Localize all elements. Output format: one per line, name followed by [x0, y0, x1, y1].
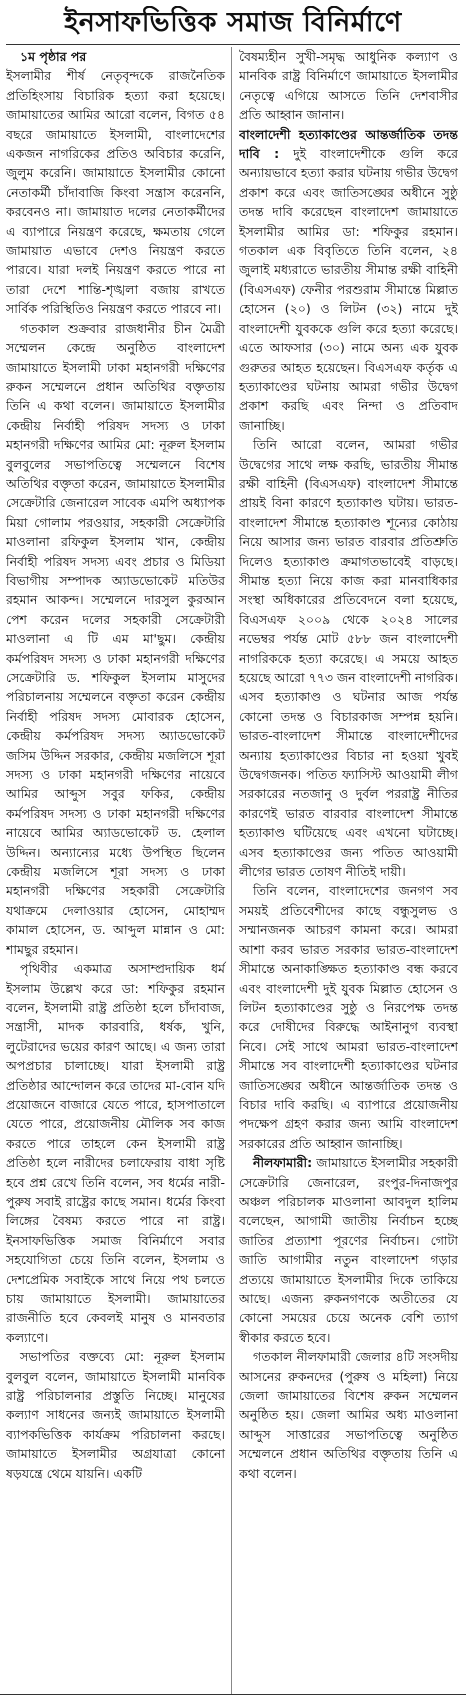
column-divider: [231, 47, 232, 1697]
left-paragraph-2: গতকাল শুক্রবার রাজধানীর চীন মৈত্রী সম্মেলন কেন্দ্রে অনুষ্ঠিত বাংলাদেশ জামায়াতে ইসলামী ঢাকা মহানগরী দক্ষিণের রুকন সম্মেলনে প্রধান অতিথির বক্তৃতায় তিনি এ কথা বলেন। জামায়াতে ইসলামীর কেন্দ্রীয় নির্বাহী পরিষদ সদস্য ও ঢাকা মহানগরী দক্ষিণের আমির মো: নূরুল ইসলাম বুলবুলের সভাপতিত্বে সম্মেলনে বিশেষ অতিথির বক্তৃতা করেন, জামায়াতে ইসলামীর সেক্রেটারি জেনারেল সাবেক এমপি অধ্যাপক মিয়া গোলাম পরওয়ার, সহকারী সেক্রেটারি মাওলানা রফিকুল ইসলাম খান, কেন্দ্রীয় নির্বাহী পরিষদ সদস্য এবং প্রচার ও মিডিয়া বিভাগীয় সম্পাদক অ্যাডভোকেট মতিউর রহমান আকন্দ। সম্মেলনে দারসুল কুরআন পেশ করেন দলের সহকারী সেক্রেটারী মাওলানা এ টি এম মা'ছুম। কেন্দ্রীয় কর্মপরিষদ সদস্য ও ঢাকা মহানগরী দক্ষিণের সেক্রেটারি ড. শফিকুল ইসলাম মাসুদের পরিচালনায় সম্মেলনে বক্তৃতা করেন কেন্দ্রীয় নির্বাহী পরিষদ সদস্য মোবারক হোসেন, কেন্দ্রীয় কর্মপরিষদ সদস্য অ্যাডভোকেট জসিম উদ্দিন সরকার, কেন্দ্রীয় মজলিসে শূরা সদস্য ও ঢাকা মহানগরী দক্ষিণের নায়েবে আমির আব্দুস সবুর ফকির, কেন্দ্রীয় কর্মপরিষদ সদস্য ও ঢাকা মহানগরী দক্ষিণের নায়েবে আমির অ্যাডভোকেট ড. হেলাল উদ্দিন। অন্যান্যের মধ্যে উপস্থিত ছিলেন কেন্দ্রীয় মজলিসে শূরা সদস্য ও ঢাকা মহানগরী দক্ষিণের সহকারী সেক্রেটারি যথাক্রমে দেলাওয়ার হোসেন, মোহাম্মদ কামাল হোসেন, ড. আব্দুল মান্নান ও মো: শামছুর রহমান।: [6, 320, 225, 957]
right-paragraph-4: তিনি বলেন, বাংলাদেশের জনগণ সব সময়ই প্রতিবেশীদের কাছে বন্ধুসুলভ ও সম্মানজনক আচরণ কামনা করে। আমরা আশা করব ভারত সরকার ভারত-বাংলাদেশ সীমান্তে অনাকাঙ্ক্ষিত হত্যাকাণ্ড বন্ধ করবে এবং বাংলাদেশী দুই যুবক মিল্লাত হোসেন ও লিটন হত্যাকাণ্ডের সুষ্ঠু ও নিরপেক্ষ তদন্ত করে দোষীদের বিরুদ্ধে আইনানুগ ব্যবস্থা নিবে। সেই সাথে আমরা ভারত-বাংলাদেশ সীমান্তে সব বাংলাদেশী হত্যাকাণ্ডের ঘটনার জাতিসঙ্ঘের অধীনে আন্তর্জাতিক তদন্ত ও বিচার দাবি করছি। এ ব্যাপারে প্রয়োজনীয় পদক্ষেপ গ্রহণ করার জন্য আমি বাংলাদেশ সরকারের প্রতি আহ্বান জানাচ্ছি।: [239, 883, 458, 1151]
article-headline: ইনসাফভিত্তিক সমাজ বিনির্মাণে: [64, 7, 402, 38]
continued-from-label: ১ম পৃষ্ঠার পর: [20, 49, 87, 64]
subheading-text: বাংলাদেশী হত্যাকাণ্ডের আন্তর্জাতিক তদন্ত দাবি :: [239, 126, 458, 162]
nilphamari-lead: নীলফামারী:: [253, 1155, 313, 1171]
right-paragraph-1: বৈষম্যহীন সুখী-সমৃদ্ধ আধুনিক কল্যাণ ও মানবিক রাষ্ট্র বিনির্মাণে জামায়াতে ইসলামীর নেতৃত্বে এগিয়ে আসতে তিনি দেশবাসীর প্রতি আহ্বান জানান।: [239, 49, 458, 123]
right-paragraph-2: দুই বাংলাদেশীকে গুলি করে অন্যায়ভাবে হত্যা করার ঘটনায় গভীর উদ্বেগ প্রকাশ করে এবং জাতিসঙ্ঘের অধীনে সুষ্ঠু তদন্ত দাবি করেছেন বাংলাদেশ জামায়াতে ইসলামীর আমির ডা: শফিকুর রহমান। গতকাল এক বিবৃতিতে তিনি বলেন, ২৪ জুলাই মধ্যরাতে ভারতীয় সীমান্ত রক্ষী বাহিনী (বিএসএফ) ফেনীর পরশুরাম সীমান্তে মিল্লাত হোসেন (২০) ও লিটন (৩২) নামে দুই বাংলাদেশী যুবককে গুলি করে হত্যা করেছে। এতে আফসার (৩০) নামে অন্য এক যুবক গুরুতর আহত হয়েছেন। বিএসএফ কর্তৃক এ হত্যাকাণ্ডের ঘটনায় আমরা গভীর উদ্বেগ প্রকাশ করছি এবং নিন্দা ও প্রতিবাদ জানাচ্ছি।: [239, 146, 458, 433]
right-paragraph-6: গতকাল নীলফামারী জেলার ৪টি সংসদীয় আসনের রুকনদের (পুরুষ ও মহিলা) নিয়ে জেলা জামায়াতের বিশেষ রুকন সম্মেলন অনুষ্ঠিত হয়। জেলা আমির অধ্য মাওলানা আব্দুস সাত্তারের সভাপতিত্বে অনুষ্ঠিত সম্মেলনে প্রধান অতিথির বক্তৃতায় তিনি এ কথা বলেন।: [239, 1349, 458, 1481]
article-columns: [6, 47, 460, 1697]
left-paragraph-3: পৃথিবীর একমাত্র অসাম্প্রদায়িক ধর্ম ইসলাম উল্লেখ করে ডা: শফিকুর রহমান বলেন, ইসলামী রাষ্ট্র প্রতিষ্ঠা হলে চাঁদাবাজ, সন্ত্রাসী, মাদক কারবারি, ধর্ষক, খুনি, লুটেরাদের ভয়ের কারণ আছে। এ জন্য তারা অপপ্রচার চালাচ্ছে। যারা ইসলামী রাষ্ট্র প্রতিষ্ঠার আন্দোলন করে তাদের মা-বোন যদি প্রয়োজনে বাজারে যেতে পারে, হাসপাতালে যেতে পারে, প্রয়োজনীয় মৌলিক সব কাজ করতে পারে তাহলে কেন ইসলামী রাষ্ট্র প্রতিষ্ঠা হলে নারীদের চলাফেরায় বাধা সৃষ্টি হবে প্রশ্ন রেখে তিনি বলেন, সব ধর্মের নারী-পুরুষ সবাই রাষ্ট্রের কাছে সমান। ধর্মের কিংবা লিঙ্গের বৈষম্য করতে পারে না রাষ্ট্র। ইনসাফভিত্তিক সমাজ বিনির্মাণে সবার সহযোগিতা চেয়ে তিনি বলেন, ইসলাম ও দেশপ্রেমিক সবাইকে সাথে নিয়ে পথ চলতে চায় জামায়াতে ইসলামী। জামায়াতের রাজনীতি হবে কেবলই মানুষ ও মানবতার কল্যাণে।: [6, 961, 225, 1345]
right-column: [239, 47, 458, 1697]
left-column: [6, 47, 231, 1697]
right-subheading-investigation: [239, 125, 458, 436]
nilphamari-body: জামায়াতে ইসলামীর সহকারী সেক্রেটারি জেনারেল, রংপুর-দিনাজপুর অঞ্চল পরিচালক মাওলানা আবদুল হালিম বলেছেন, আগামী জাতীয় নির্বাচন হচ্ছে জাতির প্রত্যাশা পূরণের নির্বাচন। গোটা জাতি আগামীর নতুন বাংলাদেশ গড়ার প্রত্যয়ে জামায়াতে ইসলামীর দিকে তাকিয়ে আছে। এজন্য রুকনগণকে অতীতের যে কোনো সময়ের চেয়ে অনেক বেশি ত্যাগ স্বীকার করতে হবে।: [239, 1155, 458, 1345]
headline-rule: [6, 44, 460, 45]
page-bottom-rule: [0, 1694, 466, 1703]
right-paragraph-5: [239, 1153, 458, 1347]
left-paragraph-4: সভাপতির বক্তব্যে মো: নূরুল ইসলাম বুলবুল বলেন, জামায়াতে ইসলামী মানবিক রাষ্ট্র পরিচালনার প্রস্তুতি নিচ্ছে। মানুষের কল্যাণ সাধনের জন্যই জামায়াতে ইসলামী ব্যাপকভিত্তিক কার্যক্রম পরিচালনা করছে। জামায়াতে ইসলামীর অগ্রযাত্রা কোনো ষড়যন্ত্রে থেমে যায়নি। একটি: [6, 1349, 225, 1481]
right-paragraph-3: তিনি আরো বলেন, আমরা গভীর উদ্বেগের সাথে লক্ষ করছি, ভারতীয় সীমান্ত রক্ষী বাহিনী (বিএসএফ) বাংলাদেশ সীমান্তে প্রায়ই বিনা কারণে হত্যাকাণ্ড ঘটায়। ভারত-বাংলাদেশ সীমান্তে হত্যাকাণ্ড শূন্যের কোঠায় নিয়ে আসার জন্য ভারত বারবার প্রতিশ্রুতি দিলেও হত্যাকাণ্ড ক্রমাগতভাবেই বাড়ছে। সীমান্ত হত্যা নিয়ে কাজ করা মানবাধিকার সংস্থা অধিকারের প্রতিবেদনে বলা হয়েছে, বিএসএফ ২০০৯ থেকে ২০২৪ সালের নভেম্বর পর্যন্ত মোট ৫৮৮ জন বাংলাদেশী নাগরিককে হত্যা করেছে। এ সময়ে আহত হয়েছে আরো ৭৭৩ জন বাংলাদেশী নাগরিক। এসব হত্যাকাণ্ড ও ঘটনার আজ পর্যন্ত কোনো তদন্ত ও বিচারকাজ সম্পন্ন হয়নি। ভারত-বাংলাদেশ সীমান্তে বাংলাদেশীদের অন্যায় হত্যাকাণ্ডের বিচার না হওয়া খুবই উদ্বেগজনক। পতিত ফ্যাসিস্ট আওয়ামী লীগ সরকারের নতজানু ও দুর্বল পররাষ্ট্র নীতির কারণেই ভারত বারবার বাংলাদেশ সীমান্তে হত্যাকাণ্ড ঘটিয়েছে এবং এখনো ঘটাচ্ছে। এসব হত্যাকাণ্ডের জন্য পতিত আওয়ামী লীগের ভারত তোষণ নীতিই দায়ী।: [239, 437, 458, 880]
left-paragraph-1: ইসলামীর শীর্ষ নেতৃবৃন্দকে রাজনৈতিক প্রতিহিংসায় বিচারিক হত্যা করা হয়েছে। জামায়াতের আমির আরো বলেন, বিগত ৫৪ বছরে জামায়াতে ইসলামী, বাংলাদেশের একজন নাগরিকের প্রতিও অবিচার করেনি, জুলুম করেনি। জামায়াতে ইসলামীর কোনো নেতাকর্মী চাঁদাবাজি কিংবা সন্ত্রাস করেননি, করবেনও না। জামায়াত দলের নেতাকর্মীদের এ ব্যাপারে নিয়ন্ত্রণ করেছে, ক্ষমতায় গেলে জামায়াত এভাবে দেশও নিয়ন্ত্রণ করতে পারবে। যারা দলই নিয়ন্ত্রণ করতে পারে না তারা দেশে শান্তি-শৃঙ্খলা বজায় রাখতে সার্বিক পরিস্থিতিও নিয়ন্ত্রণ করতে পারবে না।: [6, 68, 225, 317]
